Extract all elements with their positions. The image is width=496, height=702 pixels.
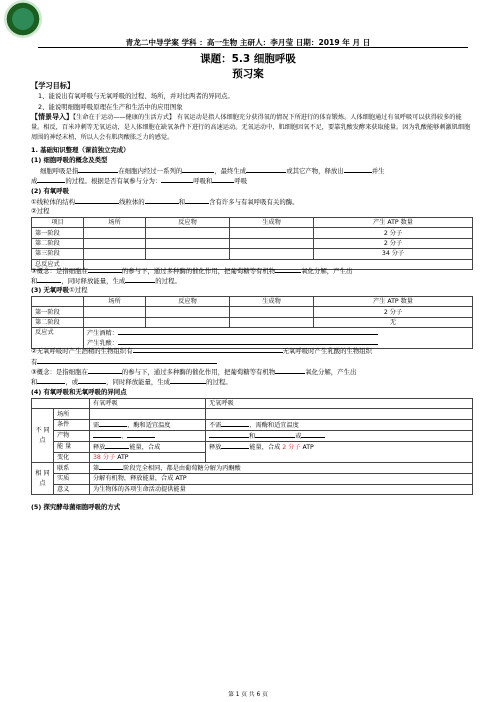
row-label: 实质 [54, 474, 90, 484]
anaerobic-heading: (3) 无氧呼吸 [31, 286, 70, 294]
same-label: 相 同 点 [32, 463, 54, 495]
table-cell[interactable] [230, 238, 314, 248]
row-label: 变化 [54, 452, 90, 462]
blank[interactable] [37, 276, 61, 283]
anaerobic-concept-line2: 和 ，或 ，同时释放能量，生成 的过程。 [31, 378, 232, 386]
aerobic-table [31, 217, 473, 270]
blank[interactable] [37, 357, 217, 364]
anaerobic-notes-line2: 有 [31, 357, 217, 367]
table-cell: 分解有机物，释放能量，合成 ATP [90, 474, 473, 484]
row-label: 第一阶段 [32, 307, 84, 317]
header-cell [32, 297, 84, 307]
blank[interactable] [133, 346, 283, 353]
atp-answer: 38 分子 [93, 453, 116, 461]
blank[interactable] [127, 431, 155, 438]
table-cell[interactable] [230, 307, 314, 317]
learning-goal-2: 2、能说明细胞呼吸原理在生产和生活中的应用图象 [38, 103, 183, 111]
blank[interactable] [78, 377, 106, 384]
header-cell [32, 399, 90, 409]
row-label: 反应式 [32, 328, 84, 349]
scenario-text: 【生命在于运动——健康的生活方式】 有氧运动是指人体细胞充分获得氧的情况下所进行的体育锻炼。人体细胞通过有氧呼吸可以获得较多的能量。相反，百米冲刺等无氧运动，是人体细胞在缺氧条件下进行的高速运动。无氧运动中，肌细胞因氧不足，要靠乳酸发酵来获取能量。因为乳酸能够刺激肌细胞周围的神经末梢，所以人会有肌肉酸胀乏力的感觉。 [31, 114, 471, 141]
table-cell[interactable]: 需 、酶和适宜温度 [90, 419, 206, 430]
table-row [32, 474, 473, 484]
table-cell: 为生物体的各项生命活动提供能量 [90, 484, 473, 494]
table-header-row [32, 399, 473, 409]
page-subtitle: 预习案 [232, 68, 264, 80]
aerobic-concept-line2: 和 ，同时释放能量，生成 的过程。 [31, 277, 181, 285]
table-row [32, 307, 473, 317]
table-row [32, 317, 473, 327]
blank[interactable] [118, 338, 378, 345]
blank[interactable] [75, 197, 119, 204]
table-header-row [32, 297, 473, 307]
table-cell[interactable] [230, 228, 314, 238]
blank[interactable] [78, 166, 118, 173]
row-label: 条件 [54, 419, 90, 430]
blank[interactable] [182, 166, 214, 173]
table-row [32, 249, 473, 259]
learning-goal-1: 1、能说出有氧呼吸与无氧呼吸的过程、场所，并对比两者的异同点。 [38, 92, 234, 100]
table-cell[interactable] [230, 249, 314, 259]
page-footer: 第 1 页 共 6 页 [228, 692, 268, 698]
table-row [32, 328, 473, 339]
sub2-heading: (2) 有氧呼吸 [31, 187, 70, 195]
blank[interactable] [275, 266, 301, 273]
header-cell: 项目 [32, 218, 84, 228]
blank[interactable] [105, 442, 129, 449]
blank[interactable] [37, 176, 65, 183]
scenario-paragraph [31, 113, 473, 142]
section1-heading: 1. 基础知识整理（课前独立完成） [31, 146, 130, 154]
anaerobic-concept-line1: ③概念：是指细胞在 的参与下，通过多种酶的催化作用，把葡萄糖等有机物 氧化分解，产生出 [31, 368, 357, 376]
table-cell[interactable]: 38 分子 ATP [90, 452, 206, 462]
table-cell[interactable]: 、 [90, 430, 206, 441]
table-cell[interactable] [90, 409, 206, 419]
header-cell: 反应物 [146, 218, 230, 228]
table-cell[interactable] [230, 317, 314, 327]
blank[interactable] [37, 377, 65, 384]
header-cell: 产生 ATP 数量 [314, 218, 473, 228]
respiration-concept-line1: 细胞呼吸是指 在细胞内经过一系列的 ，最终生成 或其它产物，释放出 并生 [40, 167, 385, 175]
blank[interactable] [125, 276, 155, 283]
blank[interactable] [221, 420, 249, 427]
comparison-heading: (4) 有氧呼吸和无氧呼吸的异同点 [31, 388, 127, 396]
header-cell: 产生 ATP 数量 [314, 297, 473, 307]
table-row [32, 409, 473, 419]
atp-cell: 2 分子 [314, 228, 473, 238]
table-row [32, 419, 473, 430]
section5-heading: (5) 探究酵母菌细胞呼吸的方式 [31, 503, 121, 511]
header-cell: 无氧呼吸 [206, 399, 473, 409]
blank[interactable] [88, 367, 122, 374]
table-cell[interactable] [84, 317, 146, 327]
table-cell[interactable] [146, 238, 230, 248]
row-label: 意义 [54, 484, 90, 494]
table-row [32, 228, 473, 238]
blank[interactable] [275, 367, 305, 374]
row-label: 第一阶段 [32, 228, 84, 238]
table-cell[interactable] [146, 317, 230, 327]
table-cell[interactable]: 释放 能量，合成 2 分子 ATP [206, 441, 473, 462]
anaerobic-table [31, 296, 473, 349]
blank[interactable] [301, 431, 325, 438]
table-cell[interactable]: 第 阶段完全相同，都是由葡萄糖分解为丙酮酸 [90, 463, 473, 474]
table-cell[interactable] [84, 307, 146, 317]
table-cell[interactable]: 释放 能量，合成 [90, 441, 206, 452]
table-cell[interactable] [84, 249, 146, 259]
row-label: 总反应式 [32, 259, 84, 269]
blank[interactable] [118, 328, 378, 335]
row-label: 能 量 [54, 441, 90, 452]
blank[interactable] [161, 176, 193, 183]
blank[interactable] [246, 166, 286, 173]
table-row [32, 430, 473, 441]
blank[interactable] [170, 377, 206, 384]
page-header: 青龙二中导学案 学科 ：高一生物 主研人：李月莹 日期：2019 年 月 日 [125, 38, 371, 47]
respiration-concept-line2: 成 的过程。根据是否有氧参与分为： 呼吸和 呼吸 [31, 177, 248, 185]
table-cell[interactable]: 不需 、需酶和适宜温度 [206, 419, 473, 430]
atp-answer: 2 分子 [282, 443, 301, 451]
table-row [32, 238, 473, 248]
atp-cell: 2 分子 [314, 307, 473, 317]
mitochondria-line: ①线粒体的结构 线粒体的 和 含有许多与有氧呼吸有关的酶。 [31, 198, 299, 206]
header-cell: 生成物 [230, 297, 314, 307]
row-label: 场所 [54, 409, 90, 419]
blank[interactable] [221, 442, 249, 449]
header-cell: 有氧呼吸 [90, 399, 206, 409]
table-cell[interactable]: 和 或 [206, 430, 473, 441]
table-row [32, 484, 473, 494]
blank[interactable] [185, 197, 209, 204]
atp-cell: 2 分子 [314, 238, 473, 248]
page-title: 课题：5.3 细胞呼吸 [200, 53, 296, 65]
table-cell[interactable] [146, 249, 230, 259]
row-label: 第三阶段 [32, 249, 84, 259]
process-label: ②过程 [31, 207, 50, 215]
table-cell[interactable] [146, 307, 230, 317]
aerobic-concept-line1: ③概念：是指细胞在 的参与下，通过多种酶的催化作用，把葡萄糖等有机物 氧化分解，产生出 [31, 267, 353, 275]
blank[interactable] [99, 463, 123, 470]
table-cell[interactable] [84, 228, 146, 238]
anaerobic-heading-line: (3) 无氧呼吸①过程 [31, 286, 88, 294]
blank[interactable] [88, 266, 122, 273]
blank[interactable] [145, 197, 179, 204]
learning-goals-heading: 【学习目标】 [31, 81, 75, 90]
header-cell: 场所 [84, 218, 146, 228]
blank[interactable] [212, 176, 234, 183]
table-header-row [32, 218, 473, 228]
atp-cell: 无 [314, 317, 473, 327]
blank[interactable] [99, 420, 127, 427]
table-row [32, 441, 473, 452]
row-label: 第二阶段 [32, 317, 84, 327]
header-cell: 生成物 [230, 218, 314, 228]
header-cell: 反应物 [146, 297, 230, 307]
table-cell[interactable] [84, 238, 146, 248]
scenario-heading: 【情景导入】 [31, 113, 73, 121]
table-cell[interactable] [206, 409, 473, 419]
formula-cell[interactable]: 产生酒精： [84, 328, 473, 339]
blank[interactable] [344, 166, 372, 173]
blank[interactable] [255, 431, 295, 438]
row-label: 产物 [54, 430, 90, 441]
diff-label: 不 同 点 [32, 409, 54, 463]
anaerobic-notes-line1: ②无氧呼吸时产生酒精的生物组织有 无氧呼吸时产生乳酸的生物组织 [31, 347, 373, 355]
table-cell[interactable] [146, 228, 230, 238]
table-row [32, 463, 473, 474]
comparison-table [31, 398, 473, 495]
blank[interactable] [93, 431, 121, 438]
header-divider [38, 47, 468, 48]
row-label: 第二阶段 [32, 238, 84, 248]
atp-cell: 34 分子 [314, 249, 473, 259]
blank[interactable] [209, 431, 249, 438]
sub1-heading: (1) 细胞呼吸的概念及类型 [31, 156, 108, 164]
school-logo-icon [4, 0, 42, 38]
row-label: 联系 [54, 463, 90, 474]
formula-cell[interactable]: 产生乳酸： [84, 338, 473, 349]
header-cell: 场所 [84, 297, 146, 307]
